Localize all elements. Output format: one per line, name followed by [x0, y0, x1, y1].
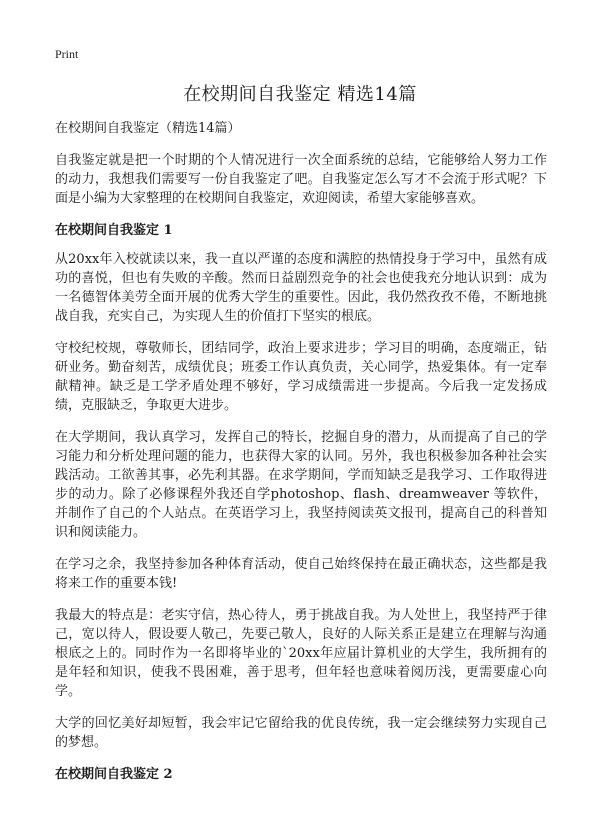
- section-1-paragraph: 我最大的特点是：老实守信，热心待人，勇于挑战自我。为人处世上，我坚持严于律己，宽以待人，假设要人敬己，先要己敬人，良好的人际关系正是建立在理解与沟通根底之上的。同时作为一名即将毕业的`20xx年应届计算机业的大学生，我所拥有的是年轻和知识，使我不畏困难，善于思考，但年轻也意味着阅历浅，更需要虚心向学。: [55, 608, 547, 699]
- section-heading-1: 在校期间自我鉴定 1: [55, 223, 173, 238]
- intro-paragraph: 自我鉴定就是把一个时期的个人情况进行一次全面系统的总结，它能够给人努力工作的动力，我想我们需要写一份自我鉴定了吧。自我鉴定怎么写才不会流于形式呢？下面是小编为大家整理的在校期间自我鉴定，欢迎阅读，希望大家能够喜欢。: [55, 153, 547, 206]
- section-1-paragraph: 从20xx年入校就读以来，我一直以严谨的态度和满腔的热情投身于学习中，虽然有成功的喜悦，但也有失败的辛酸。然而日益剧烈竞争的社会也使我充分地认识到：成为一名德智体美劳全面开展的优秀大学生的重要性。因此，我仍然孜孜不倦，不断地挑战自我，充实自己，为实现人生的价值打下坚实的根底。: [55, 252, 547, 324]
- section-1-paragraph: 在学习之余，我坚持参加各种体育活动，使自己始终保持在最正确状态，这些都是我将来工作的重要本钱!: [55, 557, 547, 591]
- document-title: 在校期间自我鉴定 精选14篇: [183, 84, 417, 105]
- section-1-paragraph: 在大学期间，我认真学习，发挥自己的特长，挖掘自身的潜力，从而提高了自己的学习能力和分析处理问题的能力，也获得大家的认同。另外，我也积极参加各种社会实践活动。工欲善其事，必先利其器。在求学期间，学而知缺乏是我学习、工作取得进步的动力。除了必修课程外我还自学photoshop、flash、dreamweaver 等软件，并制作了自己的个人站点。在英语学习上，我坚持阅读英文报刊，提高自己的科普知识和阅读能力。: [55, 430, 547, 540]
- section-1-paragraph: 大学的回忆美好却短暂，我会牢记它留给我的优良传统，我一定会继续努力实现自己的梦想。: [55, 716, 547, 750]
- section-heading-2: 在校期间自我鉴定 2: [55, 767, 173, 782]
- print-link[interactable]: Print: [55, 47, 79, 61]
- document-subtitle: 在校期间自我鉴定（精选14篇）: [55, 121, 241, 136]
- section-1-paragraph: 守校纪校规，尊敬师长，团结同学，政治上要求进步；学习目的明确，态度端正，钻研业务。勤奋刻苦，成绩优良；班委工作认真负责，关心同学，热爱集体。有一定奉献精神。缺乏是工学矛盾处理不够好，学习成绩需进一步提高。今后我一定发扬成绩，克服缺乏，争取更大进步。: [55, 341, 547, 413]
- document-body: [55, 120, 547, 794]
